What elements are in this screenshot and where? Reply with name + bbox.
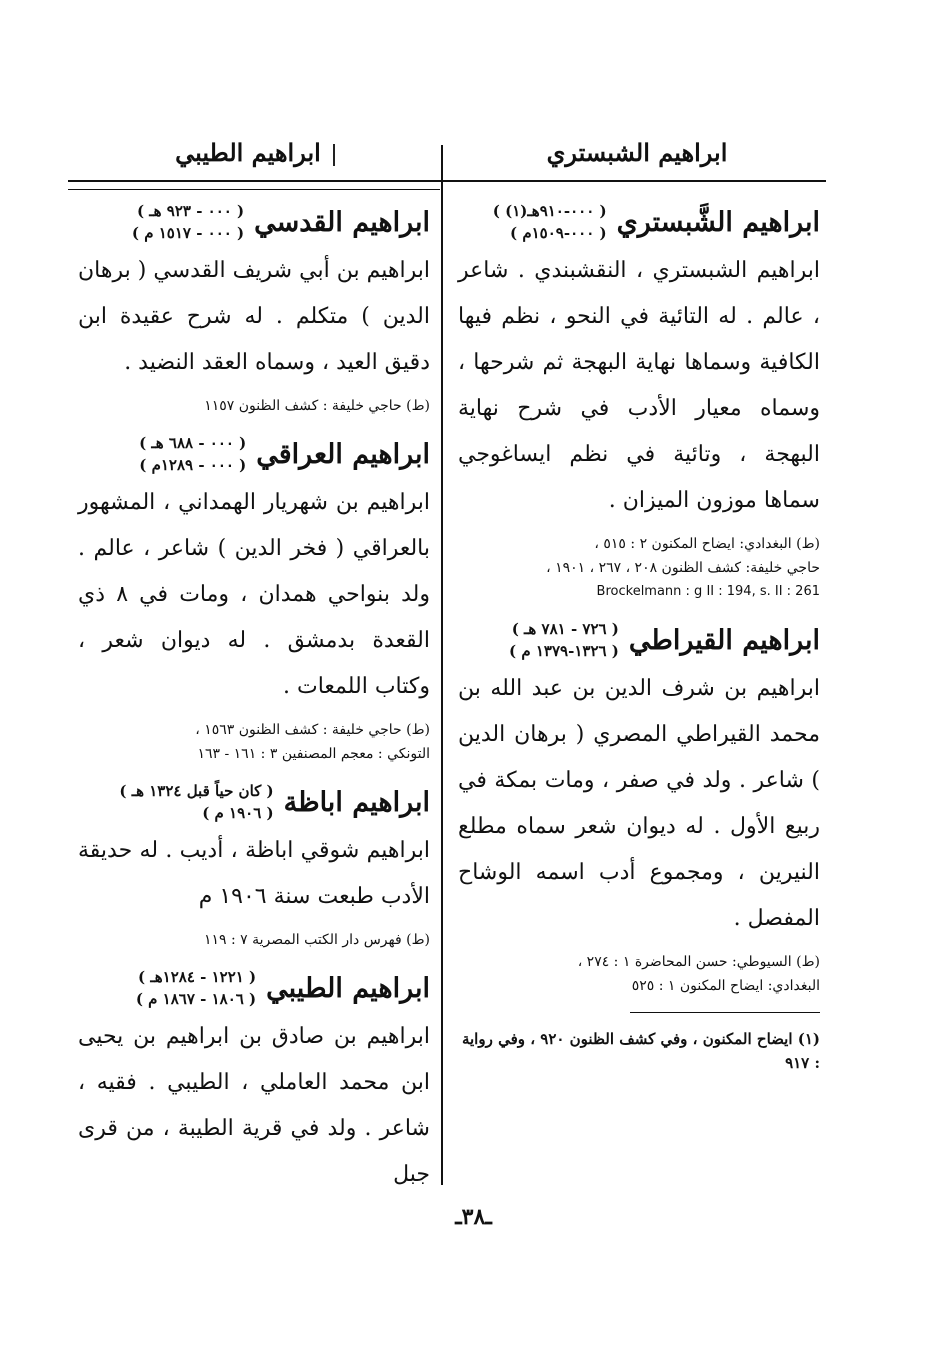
entry-head <box>458 618 820 662</box>
dates-hijri: ( ٧٢٦ - ٧٨١ هـ ) <box>511 620 619 638</box>
running-header-left-text: ابراهيم الطيبي <box>175 138 321 167</box>
entry-name: ابراهيم اباظة <box>283 786 430 818</box>
footnote: (١) ايضاح المكنون ، وفي كشف الظنون ٩٢٠ ، وفي رواية : ٩١٧ <box>461 1030 820 1072</box>
entry-name: ابراهيم القدسي <box>254 206 430 238</box>
dates-gregorian: ( ١٣٢٦-١٣٧٩ م ) <box>509 642 619 660</box>
latin-source-line: Brockelmann : g II : 194, s. II : 261 <box>596 584 820 599</box>
column-divider <box>441 145 443 1185</box>
entry-dates <box>132 200 244 244</box>
header-rule-secondary <box>68 189 440 190</box>
entry-body: ابراهيم شوقي اباظة ، أديب . له حديقة الأدب طبعت سنة ١٩٠٦ م <box>78 838 430 909</box>
right-column <box>458 200 820 1075</box>
entry-sources <box>458 950 820 998</box>
entry-dates <box>509 618 619 662</box>
entry <box>458 200 820 604</box>
entry-body: ابراهيم بن شهريار الهمداني ، المشهور بالعراقي ( فخر الدين ) شاعر ، عالم . ولد بنواحي همدان ، ومات في ٨ ذي القعدة بدمشق . له ديوان شعر ، وكتاب اللمعات . <box>78 490 430 699</box>
entry-head <box>78 966 430 1010</box>
entry <box>78 966 430 1198</box>
entry-head <box>78 432 430 476</box>
entry-body: ابراهيم بن صادق بن ابراهيم بن يحيى ابن محمد العاملي ، الطيبي . فقيه ، شاعر . ولد في قرية الطيبة ، من قرى جبل <box>78 1024 430 1187</box>
footnote-rule <box>630 1012 820 1013</box>
left-column <box>78 200 430 1198</box>
source-line: (ط) البغدادي: ايضاح المكنون ٢ : ٥١٥ ، <box>594 536 820 552</box>
source-line: البغدادي: ايضاح المكنون ١ : ٥٢٥ <box>631 978 820 994</box>
entry <box>78 780 430 952</box>
dates-gregorian: ( ٠٠٠ - ١٢٨٩م ) <box>139 456 247 474</box>
entry-dates <box>493 200 607 244</box>
dates-gregorian: ( ٠٠٠ - ١٥١٧ م ) <box>131 224 245 242</box>
entry-dates <box>136 966 256 1010</box>
entry <box>78 432 430 766</box>
source-line: (ط) حاجي خليفة : كشف الظنون ١٥٦٣ ، <box>195 722 430 738</box>
dates-gregorian: ( ٠٠٠-١٥٠٩م ) <box>510 224 607 242</box>
source-line: (ط) حاجي خليفة : كشف الظنون ١١٥٧ <box>204 398 430 414</box>
entry-dates <box>119 780 273 824</box>
source-line: حاجي خليفة: كشف الظنون ٢٠٨ ، ٢٦٧ ، ١٩٠١ ، <box>546 560 820 576</box>
source-line: (ط) السيوطي: حسن المحاضرة ١ : ٢٧٤ ، <box>577 954 820 970</box>
running-header-right-text: ابراهيم الشبستري <box>546 138 728 167</box>
source-line: (ط) فهرس دار الكتب المصرية ٧ : ١١٩ <box>203 932 430 948</box>
entry-sources <box>78 718 430 766</box>
entry-body: ابراهيم بن شرف الدين بن عبد الله بن محمد القيراطي المصري ( برهان الدين ) شاعر . ولد في صفر ، ومات بمكة في ربيع الأول . له ديوان شعر سماه مطلع النيرين ، ومجموع أدب اسمه الوشاح المفصل . <box>458 676 820 931</box>
source-line: التونكي : معجم المصنفين ٣ : ١٦١ - ١٦٣ <box>197 746 430 762</box>
dates-gregorian: ( ١٩٠٦ م ) <box>202 804 274 822</box>
entry-name: ابراهيم الشَّبستري <box>616 206 820 238</box>
header-bar-divider <box>333 144 335 166</box>
entry-sources <box>78 928 430 952</box>
entry-body: ابراهيم بن أبي شريف القدسي ( برهان الدين ) متكلم . له شرح عقيدة ابن دقيق العيد ، وسماه العقد النضيد . <box>78 258 430 375</box>
entry-sources <box>458 532 820 604</box>
dates-hijri: ( ٠٠٠ - ٦٨٨ هـ ) <box>139 434 247 452</box>
entry-name: ابراهيم العراقي <box>256 438 430 470</box>
entry-head <box>78 780 430 824</box>
dates-hijri: ( كان حياً قبل ١٣٢٤ هـ ) <box>119 782 274 800</box>
running-header-right <box>448 128 826 178</box>
entry-head <box>458 200 820 244</box>
running-header-left <box>70 128 440 178</box>
entry-name: ابراهيم الطيبي <box>266 972 430 1004</box>
entry <box>78 200 430 418</box>
page-number: ـ٣٨ـ <box>455 1204 492 1230</box>
dates-gregorian: ( ١٨٠٦ - ١٨٦٧ م ) <box>135 990 257 1008</box>
dates-hijri: ( ٠٠٠ - ٩٢٣ هـ ) <box>136 202 245 220</box>
dates-hijri: ( ١٢٢١ - ١٢٨٤هـ ) <box>138 968 257 986</box>
entry-sources <box>78 394 430 418</box>
entry-dates <box>139 432 246 476</box>
entry-head <box>78 200 430 244</box>
entry-name: ابراهيم القيراطي <box>628 624 820 656</box>
header-rule <box>68 180 826 182</box>
entry-body: ابراهيم الشبستري ، النقشبندي . شاعر ، عالم . له التائية في النحو ، نظم فيها الكافية وسماها نهاية البهجة ثم شرحها ، وسماه معيار الأدب في شرح نهاية البهجة ، وتائية في نظم ايساغوجي سماها موزون الميزان . <box>458 258 820 513</box>
dates-hijri: ( ٠٠٠-٩١٠هـ(١) ) <box>492 202 607 220</box>
entry <box>458 618 820 998</box>
